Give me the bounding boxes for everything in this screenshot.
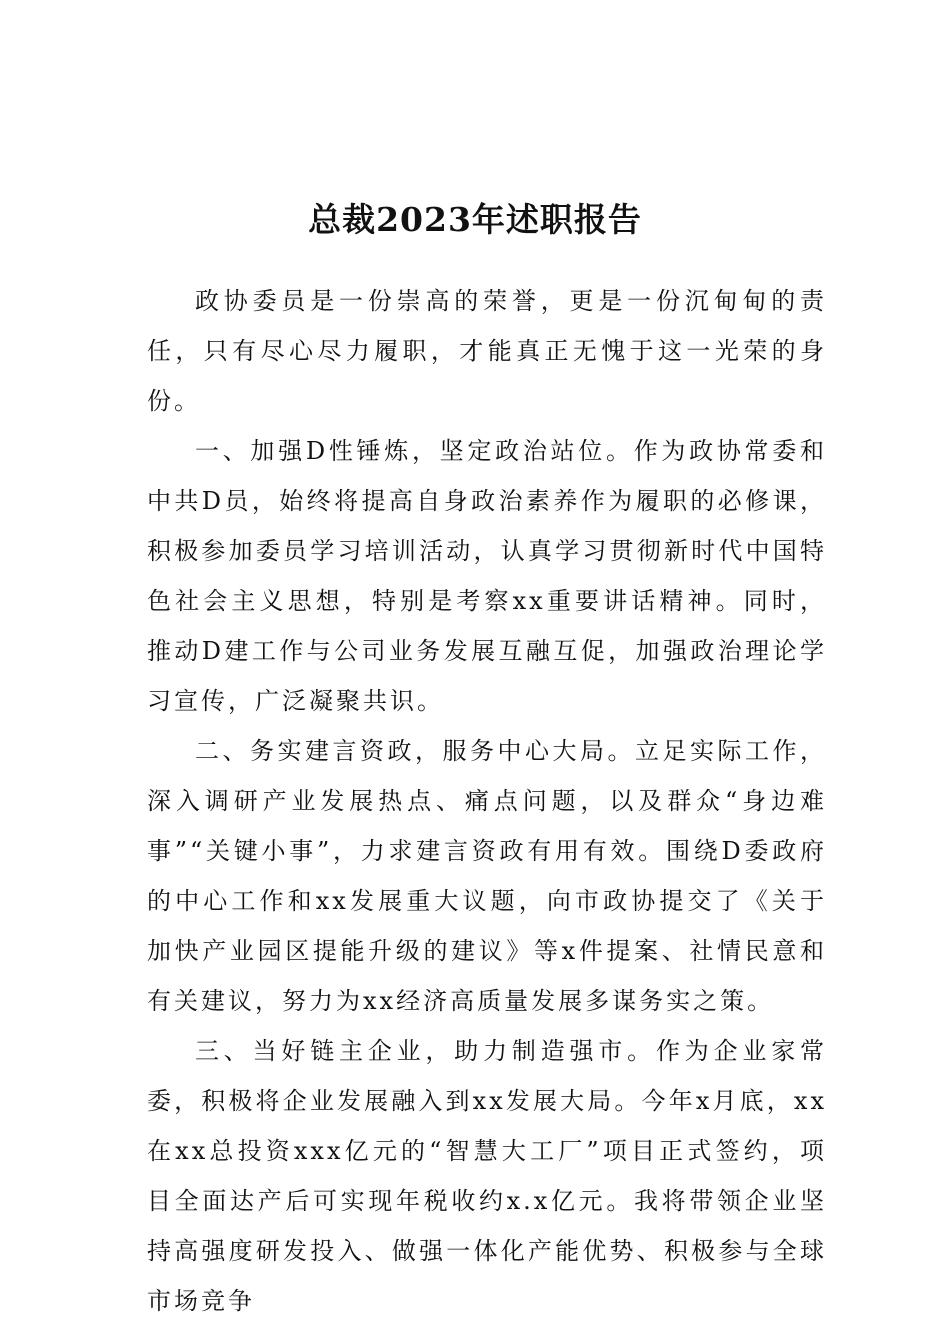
paragraph-section-three: 三、当好链主企业，助力制造强市。作为企业家常委，积极将企业发展融入到xx发展大局。今年x月底，xx在xx总投资xxx亿元的“智慧大工厂”项目正式签约，项目全面达产后可实现年税收约x.x亿元。我将带领企业坚持高强度研发投入、做强一体化产能优势、积极参与全球市场竞争	[147, 1037, 827, 1315]
document-title: 总裁2023年述职报告	[308, 200, 642, 240]
paragraph-section-one: 一、加强D性锤炼，坚定政治站位。作为政协常委和中共D员，始终将提高自身政治素养作为履职的必修课，积极参加委员学习培训活动，认真学习贯彻新时代中国特色社会主义思想，特别是考察xx重要讲话精神。同时，推动D建工作与公司业务发展互融互促，加强政治理论学习宣传，广泛凝聚共识。	[147, 437, 827, 715]
document-body	[147, 276, 827, 1326]
paragraph-section-two: 二、务实建言资政，服务中心大局。立足实际工作，深入调研产业发展热点、痛点问题，以及群众“身边难事”“关键小事”，力求建言资政有用有效。围绕D委政府的中心工作和xx发展重大议题，向市政协提交了《关于加快产业园区提能升级的建议》等x件提案、社情民意和有关建议，努力为xx经济高质量发展多谋务实之策。	[147, 737, 827, 1015]
paragraph-intro: 政协委员是一份崇高的荣誉，更是一份沉甸甸的责任，只有尽心尽力履职，才能真正无愧于这一光荣的身份。	[147, 287, 827, 415]
